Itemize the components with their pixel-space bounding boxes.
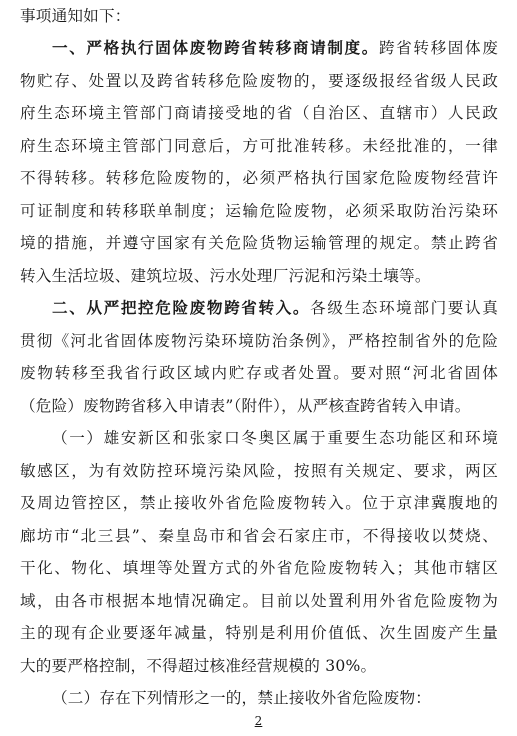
section1-line: 府生态环境主管部门商请接受地的省（自治区、直辖市）人民政 [20,104,498,122]
section1-text: 跨省转移固体废 [378,39,498,57]
section2-first-line [20,298,498,318]
section1-line: 不得转移。转移危险废物的，必须严格执行国家危险废物经营许 [20,169,498,187]
item1-line: 廊坊市“北三县”、秦皇岛市和省会石家庄市，不得接收以焚烧、 [20,527,498,545]
section2-text: 各级生态环境部门要认真 [310,299,498,317]
section1-line: 可证制度和转移联单制度；运输危险废物，必须采取防治污染环 [20,202,498,220]
section1-first-line [20,38,498,58]
section1-line: 转入生活垃圾、建筑垃圾、污水处理厂污泥和污染土壤等。 [20,267,431,285]
item1-line: 敏感区，为有效防控环境污染风险，按照有关规定、要求，两区 [20,462,498,480]
item1-line: 域，由各市根据本地情况确定。目前以处置利用外省危险废物为 [20,592,498,610]
item1-line: 及周边管控区，禁止接收外省危险废物转入。位于京津冀腹地的 [20,494,498,512]
section2-line: 贯彻《河北省固体废物污染环境防治条例》，严格控制省外的危险 [20,332,498,350]
item1-line: 大的要严格控制，不得超过核准经营规模的 30%。 [20,657,377,675]
section2-line: （危险）废物跨省移入申请表”（附件），从严核查跨省转入申请。 [20,397,471,415]
item1-line: 主的现有企业要逐年减量，特别是利用价值低、次生固废产生量 [20,624,498,642]
page-number-text: 2 [254,714,263,728]
item1-line: 干化、物化、填埋等处置方式的外省危险废物转入；其他市辖区 [20,559,498,577]
page-number [0,714,517,728]
intro-line: 事项通知如下： [20,7,131,25]
section1-heading: 一、严格执行固体废物跨省转移商请制度。 [52,38,379,57]
item1-line: （一）雄安新区和张家口冬奥区属于重要生态功能区和环境 [52,429,498,447]
section2-heading: 二、从严把控危险废物跨省转入。 [52,298,311,317]
section1-line: 境的措施，并遵守国家有关危险货物运输管理的规定。禁止跨省 [20,234,498,252]
section1-line: 府生态环境主管部门同意后，方可批准转移。未经批准的，一律 [20,137,498,155]
item2-line: （二）存在下列情形之一的，禁止接收外省危险废物： [52,689,432,707]
section2-line: 废物转移至我省行政区域内贮存或者处置。要对照“河北省固体 [20,364,498,382]
section1-line: 物贮存、处置以及跨省转移危险废物的，要逐级报经省级人民政 [20,72,498,90]
